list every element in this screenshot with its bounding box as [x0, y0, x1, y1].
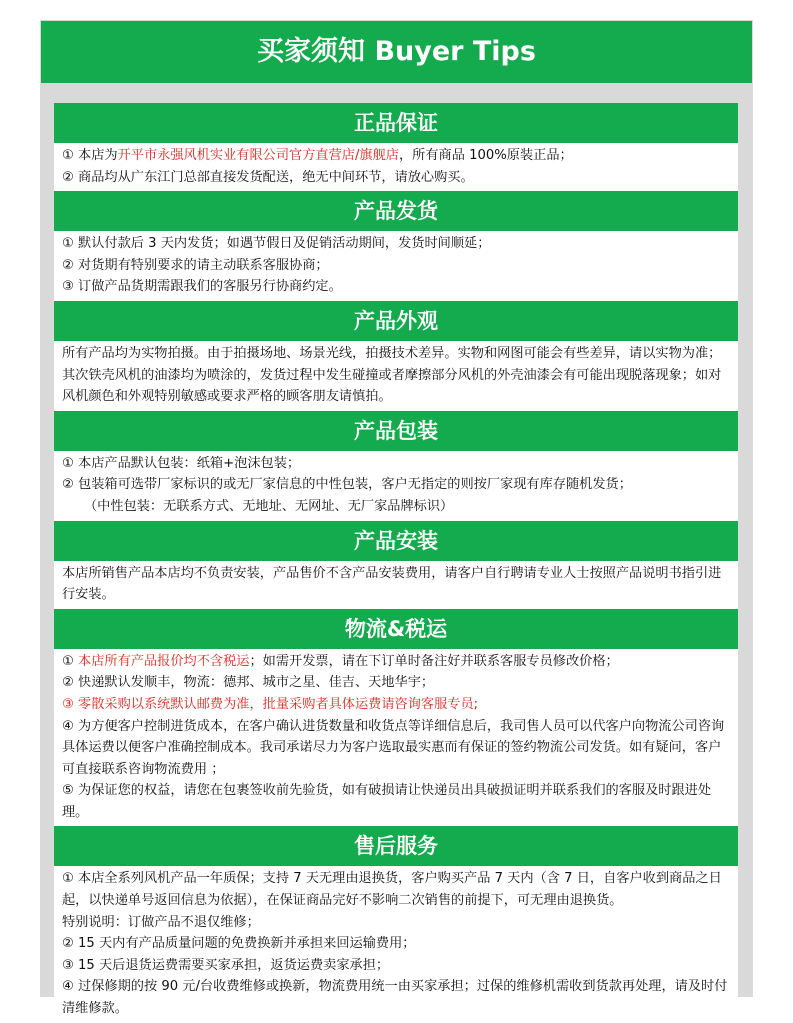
paragraph: ④ 为方便客户控制进货成本，在客户确认进货数量和收货点等详细信息后，我司售人员可以代客户向物流公司咨询具体运费以便客户准确控制成本。我司承诺尽力为客户选取最实惠而有保证的签约物流公司发货。如有疑问，客户可直接联系咨询物流费用 ；: [62, 718, 725, 777]
text-line: （中性包装：无联系方式、无地址、无网址、无厂家品牌标识）: [84, 498, 454, 514]
text-line: ② 对货期有特别要求的请主动联系客服协商；: [62, 257, 329, 273]
text-line: [62, 651, 730, 673]
section-title-logistics: 物流&税运: [54, 609, 738, 649]
section-title-shipping: 产品发货: [54, 191, 738, 231]
section-title-after-sales: 售后服务: [54, 826, 738, 866]
tax-note-highlight: 本店所有产品报价均不含税运: [78, 653, 250, 669]
section-title-appearance: 产品外观: [54, 301, 738, 341]
text: ；如需开发票，请在下订单时备注好并联系客服专员修改价格；: [249, 653, 619, 669]
section-body-shipping: [54, 231, 738, 301]
section-title-authentic: 正品保证: [54, 103, 738, 143]
text-line: ② 快递默认发顺丰，物流：德邦、城市之星、佳吉、天地华宇；: [62, 675, 435, 691]
section-body-logistics: [54, 649, 738, 827]
section-title-installation: 产品安装: [54, 521, 738, 561]
section-body-after-sales: [54, 866, 738, 1022]
text-line: 特别说明：订做产品不退仅维修；: [62, 914, 260, 930]
content: [54, 103, 738, 1023]
section-body-appearance: [54, 341, 738, 411]
text-line: ③ 15 天后退货运费需要买家承担，返货运费卖家承担；: [62, 957, 390, 973]
text-line: ③ 订做产品货期需跟我们的客服另行协商约定。: [62, 279, 342, 295]
paragraph: ① 本店全系列风机产品一年质保；支持 7 天无理由退换货，客户购买产品 7 天内（含 7 日，自客户收到商品之日起，以快递单号返回信息为依据），在保证商品完好不影响二次销售的前提下，可无理由退换货。: [62, 871, 722, 909]
section-body-authentic: [54, 143, 738, 191]
text-line: ② 15 天内有产品质量问题的免费换新并承担来回运输费用；: [62, 936, 416, 952]
text-line: ② 商品均从广东江门总部直接发货配送，绝无中间环节，请放心购买。: [62, 169, 474, 185]
text: ，所有商品 100%原装正品；: [398, 148, 573, 163]
text-line-highlight: ③ 零散采购以系统默认邮费为准，批量采购者具体运费请咨询客服专员;: [62, 696, 479, 712]
paragraph: 所有产品均为实物拍摄。由于拍摄场地、场景光线，拍摄技术差异。实物和网图可能会有些差异，请以实物为准；其次铁壳风机的油漆均为喷涂的，发货过程中发生碰撞或者摩擦部分风机的外壳油漆会有可能出现脱落现象；如对风机颜色和外观特别敏感或要求严格的顾客朋友请慎拍。: [62, 345, 722, 405]
store-name-highlight: 开平市永强风机实业有限公司官方直营店/旗舰店: [117, 148, 399, 163]
paragraph: ⑤ 为保证您的权益，请您在包裹签收前先验货，如有破损请让快递员出具破损证明并联系我们的客服及时跟进处理。: [62, 783, 712, 820]
text: ① 本店为: [62, 148, 118, 163]
text-line: ① 默认付款后 3 天内发货；如遇节假日及促销活动期间，发货时间顺延；: [62, 236, 491, 252]
text-line: ② 包装箱可选带厂家标识的或无厂家信息的中性包装，客户无指定的则按厂家现有库存随机发货；: [62, 477, 632, 493]
section-title-packaging: 产品包装: [54, 411, 738, 451]
page-title: 买家须知 Buyer Tips: [41, 21, 752, 83]
text: ①: [62, 653, 79, 669]
section-body-installation: [54, 561, 738, 609]
text-line: ① 本店产品默认包装：纸箱+泡沫包装；: [62, 455, 301, 471]
section-body-packaging: [54, 451, 738, 521]
text-line: [62, 145, 730, 167]
paragraph: 本店所销售产品本店均不负责安装，产品售价不含产品安装费用，请客户自行聘请专业人士按照产品说明书指引进行安装。: [62, 565, 722, 603]
paragraph: ④ 过保修期的按 90 元/台收费维修或换新，物流费用统一由买家承担；过保的维修机需收到货款再处理，请及时付清维修款。: [62, 979, 728, 1017]
